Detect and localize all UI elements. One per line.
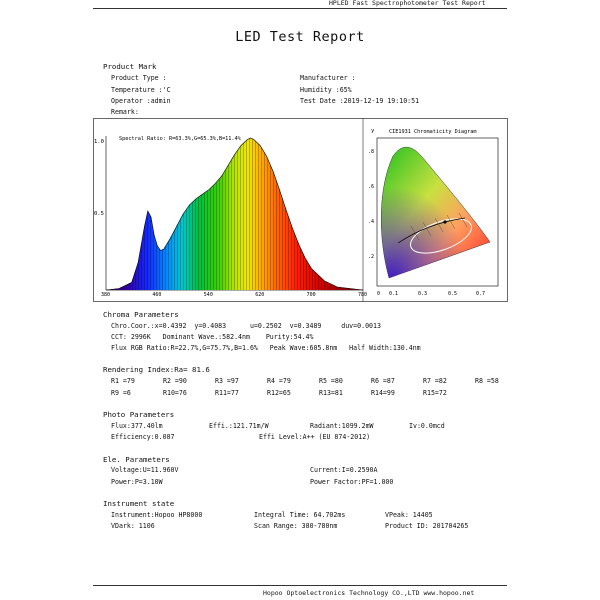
chromaticity-point [443, 220, 446, 223]
r-value: R11=77 [215, 389, 239, 397]
r-value: R1 =79 [111, 377, 135, 385]
spectrum-x-tick: 700 [306, 292, 316, 298]
r-value: R3 =97 [215, 377, 239, 385]
efficiency-value: Efficiency:0.087 [111, 433, 175, 441]
current-value: Current:I=0.2590A [310, 466, 378, 474]
cie-y-tick: .4 [368, 219, 375, 225]
power-factor-value: Power Factor:PF=1.000 [310, 478, 394, 486]
vdark-value: VDark: 1106 [111, 522, 155, 530]
spectrum-y-label: 0.5 [94, 211, 104, 217]
spectrum-x-tick: 380 [101, 292, 111, 298]
spectrum-chart [94, 118, 367, 302]
cie-x-tick: 0.7 [476, 291, 486, 297]
report-title: LED Test Report [235, 29, 365, 45]
r-value: R8 =58 [475, 377, 499, 385]
temperature: Temperature :'C [111, 86, 171, 94]
iv-value: Iv:0.0mcd [409, 422, 445, 430]
cie-y-tick: .6 [368, 184, 375, 190]
r-value: R7 =82 [423, 377, 447, 385]
instrument-heading: Instrument state [103, 499, 175, 508]
spectrum-x-tick: 620 [255, 292, 265, 298]
integral-time-value: Integral Time: 64.702ms [254, 511, 346, 519]
cie-diagram [368, 128, 498, 297]
r-value: R6 =87 [371, 377, 395, 385]
test-date: Test Date :2019-12-19 19:10:51 [300, 97, 420, 105]
cie-y-tick: .8 [368, 149, 375, 155]
flux-value: Flux:377.40lm [111, 422, 163, 430]
spectrum-caption: Spectral Ratio: R=63.3%,G=65.3%,B=11.4% [119, 136, 241, 142]
r-value: R2 =90 [163, 377, 187, 385]
cie-y-tick: .2 [368, 254, 375, 260]
product-mark-heading: Product Mark [103, 62, 157, 71]
spectrum-y-label: 1.0 [94, 139, 104, 145]
instrument-value: Instrument:Hopoo HP8000 [111, 511, 203, 519]
footer-rule [93, 585, 507, 586]
charts-panel [93, 118, 508, 302]
r-value: R5 =80 [319, 377, 343, 385]
vpeak-value: VPeak: 14405 [385, 511, 433, 519]
humidity: Humidity :65% [300, 86, 352, 94]
r-value: R15=72 [423, 389, 447, 397]
r-value: R14=99 [371, 389, 395, 397]
r-value: R10=76 [163, 389, 187, 397]
power-value: Power:P=3.10W [111, 478, 163, 486]
spectrum-x-tick: 460 [152, 292, 162, 298]
effi-level-value: Effi Level:A++ (EU 874-2012) [259, 433, 371, 441]
ele-heading: Ele. Parameters [103, 455, 170, 464]
product-id-value: Product ID: 201704265 [385, 522, 469, 530]
spectrum-x-tick: 540 [203, 292, 213, 298]
cie-x-tick: 0.3 [418, 291, 428, 297]
r-value: R13=81 [319, 389, 343, 397]
remark: Remark: [111, 108, 139, 116]
chroma-line-coordinates: Chro.Coor.:x=0.4392 y=0.4083 u=0.2502 v=0.3489 duv=0.0013 [111, 322, 381, 330]
scan-range-value: Scan Range: 380-780nm [254, 522, 338, 530]
r-value: R12=65 [267, 389, 291, 397]
footer-text: Hopoo Optoelectronics Technology CO.,LTD www.hopoo.net [263, 589, 475, 597]
r-value: R4 =79 [267, 377, 291, 385]
radiant-value: Radiant:1099.2mW [310, 422, 374, 430]
voltage-value: Voltage:U=11.960V [111, 466, 179, 474]
cie-x-tick: 0 [377, 291, 381, 297]
cie-x-tick: 0.5 [448, 291, 458, 297]
effi-value: Effi.:121.71m/W [209, 422, 269, 430]
cie-x-tick: 0.1 [389, 291, 399, 297]
header-rule [93, 8, 507, 9]
rendering-heading: Rendering Index:Ra= 81.6 [103, 365, 210, 374]
report-header-title: HPLED Fast Spectrophotometer Test Report [329, 0, 486, 7]
operator: Operator :admin [111, 97, 171, 105]
cie-title: CIE1931 Chromaticity Diagram [389, 129, 477, 135]
spectrum-x-tick: 780 [358, 292, 368, 298]
manufacturer: Manufacturer : [300, 74, 356, 82]
cie-y-axis-label: y [371, 128, 375, 134]
chroma-heading: Chroma Parameters [103, 310, 179, 319]
photo-heading: Photo Parameters [103, 410, 175, 419]
spectrum-stripes [106, 138, 363, 290]
r-value: R9 =6 [111, 389, 131, 397]
product-type: Product Type : [111, 74, 167, 82]
chroma-line-cct: CCT: 2996K Dominant Wave.:582.4nm Purity:54.4% [111, 333, 314, 341]
chroma-line-flux-ratio: Flux RGB Ratio:R=22.7%,G=75.7%,B=1.6% Peak Wave:605.8nm Half Width:130.4nm [111, 344, 421, 352]
